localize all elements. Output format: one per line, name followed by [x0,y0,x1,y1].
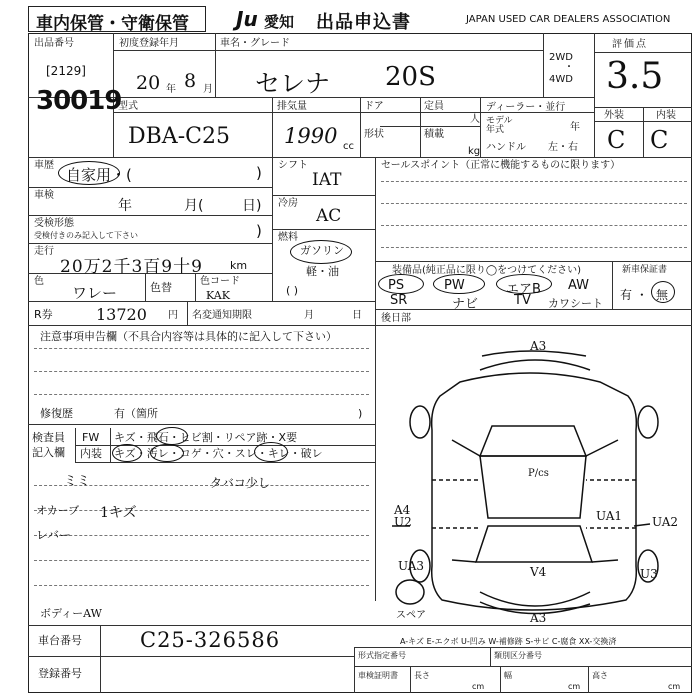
rule [28,424,375,425]
rear-label: 後日部 [381,313,411,324]
inspector-interior: キズ・汚レ・コゲ・穴・スレ・キレ・破レ [114,447,323,460]
mark-a3-top: A3 [530,339,547,353]
spec-number-label: 形式指定番号 [358,651,406,660]
warranty-label: 新車保証書 [622,265,668,275]
width-label: 幅 [504,671,512,680]
warranty-circle [651,281,675,303]
scratch-circle [112,444,142,462]
rule [28,625,692,626]
rule [34,348,369,349]
exterior-grade: C [607,126,626,154]
car-diagram [380,330,690,630]
rule [28,656,354,657]
rule [643,107,644,157]
inspection-year: 年 [118,198,132,214]
note-hw-4: ボディーAW [40,607,102,620]
inspector-label-2: 記入欄 [32,446,65,459]
rule [375,261,692,262]
repair-close: ) [358,407,363,420]
rule [75,462,375,463]
name-change-day: 日 [352,310,362,321]
type-label: 型式 [118,101,138,112]
drive-2wd: 2WD [549,52,573,63]
rule [543,33,544,97]
rule [360,97,361,157]
load-unit: kg [468,146,481,157]
rear-arch [480,592,590,606]
capacity-label: 定員 [424,101,444,112]
note-hw-2: オカーブ [36,504,80,517]
rule [187,301,188,325]
roof-arch [480,360,590,370]
sales-points-label: セールスポイント（正常に機能するものに限ります） [381,160,621,171]
note-hw-1: ミミ [64,474,91,489]
month-unit: 月 [203,84,213,95]
cert-label: 車検証明書 [358,671,398,680]
rule [594,52,692,53]
rule [145,273,146,301]
mileage-label: 走行 [34,246,54,257]
fuel-circle [290,240,352,264]
rule [354,647,355,693]
rule [375,157,376,601]
ps-circle [378,274,424,294]
rule [354,666,692,667]
rear-window [476,526,592,562]
mark-u2: U2 [394,515,412,529]
spare-label: スペア [396,610,426,621]
roof-panel [480,456,586,518]
displacement-label: 排気量 [277,101,307,112]
notice-label: 注意事項申告欄（不具合内容等は具体的に記入して下さい） [40,330,337,343]
displacement-value: 1990 [284,124,338,148]
handle-options: 左・右 [548,142,578,153]
name-change-label: 名変通知期限 [192,310,252,321]
lot-label: 出品番号 [34,38,74,49]
acceptance-label: 受検形態 [34,218,74,229]
ju-logo: Ju [236,7,258,31]
note-hw-3: レバー [36,528,72,542]
rule [34,371,369,372]
class-number-label: 類別区分番号 [494,651,542,660]
wheel-fr [638,406,658,438]
color-code-label: 色コード [200,276,240,287]
rule [100,625,101,693]
rule [375,309,692,310]
stain-circle [150,444,184,462]
name-change-month: 月 [304,310,314,321]
shape-label: 形状 [364,129,384,140]
form-title: 出品申込書 [316,12,411,33]
mark-pcs: P/cs [528,468,549,479]
rule [28,187,272,188]
rule [410,666,411,693]
chassis-value: C25-326586 [140,628,281,652]
drive-sep: ・ [564,62,574,73]
rule [34,535,369,536]
displacement-unit: cc [343,141,354,152]
rule [34,394,369,395]
history-circle [58,161,120,185]
type-value: DBA-C25 [128,124,230,149]
rule [381,203,687,204]
side-lines [452,440,618,562]
rule [34,585,369,586]
inspection-label: 車検 [34,190,54,201]
year-unit: 年 [166,84,176,95]
rule [381,225,687,226]
interior-label: 内装 [656,110,676,121]
rule [28,215,272,216]
windshield [480,426,586,456]
rule [354,647,692,648]
cooling-value: AC [316,206,342,226]
mark-ua2: UA2 [652,515,679,529]
color-value: ワレー [72,284,118,302]
rule [34,510,369,511]
marks [392,351,650,614]
rule [420,97,421,157]
rule [215,33,216,97]
model-year-line2: 年式 [486,125,505,135]
acceptance-close: ) [256,222,262,240]
rule [500,666,501,693]
inspection-month: 月( [184,198,204,214]
spare-tire [396,580,424,604]
color-swap-label: 色替 [150,281,172,294]
rule [380,126,480,127]
rule [272,195,375,196]
drive-4wd: 4WD [549,74,573,85]
repair-label: 修復歴 [40,407,73,420]
first-reg-month: 8 [184,70,197,92]
model-year-unit: 年 [570,122,580,133]
dealer-label: ディーラー・並行 [486,102,566,113]
length-unit: cm [472,682,485,691]
inspector-label-1: 検査員 [32,431,65,444]
airbag-circle [496,274,552,294]
rule [594,33,595,157]
rule [272,229,375,230]
mileage-value: 20万2千3百9十9 [60,257,203,277]
region-label: 愛知 [264,13,295,31]
fuel-label: 燃料 [278,232,298,243]
cooling-label: 冷房 [278,198,298,209]
model-grade: 20S [385,62,436,92]
equip-sr: SR [390,293,408,308]
equip-ps: PS [388,278,405,293]
load-label: 積載 [424,129,444,140]
acceptance-note: 受検付きのみ記入して下さい [34,231,138,240]
mark-u3: U3 [640,567,658,581]
rule [28,325,692,326]
inspector-fw-label: FW [82,431,100,444]
interior-grade: C [650,126,669,154]
lot-code: [2129] [46,64,86,78]
rule [34,560,369,561]
model-name: セレナ [255,69,331,98]
warranty-options: 有 ・ [620,288,648,302]
rule [28,157,692,158]
equip-airbag: エアB [506,282,541,297]
mark-a3-bottom: A3 [530,611,547,625]
grade-score: 3.5 [606,56,664,97]
grade-label: 評価点 [612,39,648,50]
lot-number: 30019 [36,86,122,116]
shift-label: シフト [278,160,308,171]
equip-navi: ナビ [452,297,479,312]
wear-circle [254,442,288,462]
rule [110,428,111,462]
chassis-label: 車台番号 [38,634,82,647]
exterior-label: 外装 [604,110,624,121]
rule [480,97,481,157]
recycle-unit: 円 [168,310,178,321]
rule [113,50,543,51]
inspector-interior-label: 内装 [80,447,102,460]
fuel-other: ( ) [286,284,299,297]
inspection-day: 日) [242,198,262,214]
inspector-fw: キズ・飛石・ヒビ割・リペア跡・X要 [114,431,298,444]
mark-ua1: UA1 [596,509,623,523]
fuel-diesel: 軽・油 [306,265,339,278]
association-name: JAPAN USED CAR DEALERS ASSOCIATION [466,14,671,25]
color-label: 色 [34,276,44,287]
damage-legend: A-キズ E-エクボ U-凹み W-補修跡 S-サビ C-腐食 XX-交換済 [400,637,617,646]
rule [612,261,613,309]
handle-label: ハンドル [486,142,526,153]
first-reg-year: 20 [136,72,161,94]
first-reg-label: 初度登録年月 [119,38,179,49]
history-value: 自家用・( [66,166,132,184]
capacity-unit: 人 [470,114,480,125]
rule [381,181,687,182]
mark-ua3: UA3 [398,559,425,573]
equip-tv: TV [514,293,531,308]
shift-value: IAT [312,170,342,190]
color-code: KAK [206,289,230,302]
rule [195,273,196,301]
warranty-selected: 無 [656,288,669,302]
model-label: 車名・グレード [220,38,290,49]
note-hw-right: タバコ少し [210,476,270,490]
equip-aw: AW [568,278,590,293]
repair-value: 有（箇所 [114,407,158,420]
model-year-line1: モデル [486,116,513,126]
recycle-value: 13720 [96,305,147,324]
history-close: ) [256,164,262,182]
fuel-gasoline: ガソリン [300,244,344,257]
rule [381,247,687,248]
doors-label: ドア [364,101,384,112]
note-hw-mark: 1キズ [100,505,137,521]
mark-v4: V4 [530,565,547,579]
wheel-fl [410,406,430,438]
height-unit: cm [668,682,681,691]
mileage-unit: km [230,259,248,272]
pw-circle [433,274,485,294]
equip-leather: カワシート [548,297,603,310]
height-label: 高さ [592,671,608,680]
storage-label: 車内保管・守衛保管 [36,14,189,34]
rule [490,647,491,666]
length-label: 長さ [414,671,430,680]
registration-label: 登録番号 [38,667,82,680]
history-label: 車歴 [34,160,54,171]
stone-chip-circle [156,427,188,445]
equip-pw: PW [444,278,465,293]
rule [272,97,273,157]
mark-a4: A4 [394,503,411,517]
recycle-label: R券 [34,308,53,321]
width-unit: cm [568,682,581,691]
equipment-label: 装備品(純正品に限り◯をつけてください) [392,265,581,276]
rule [588,666,589,693]
rule [28,243,272,244]
